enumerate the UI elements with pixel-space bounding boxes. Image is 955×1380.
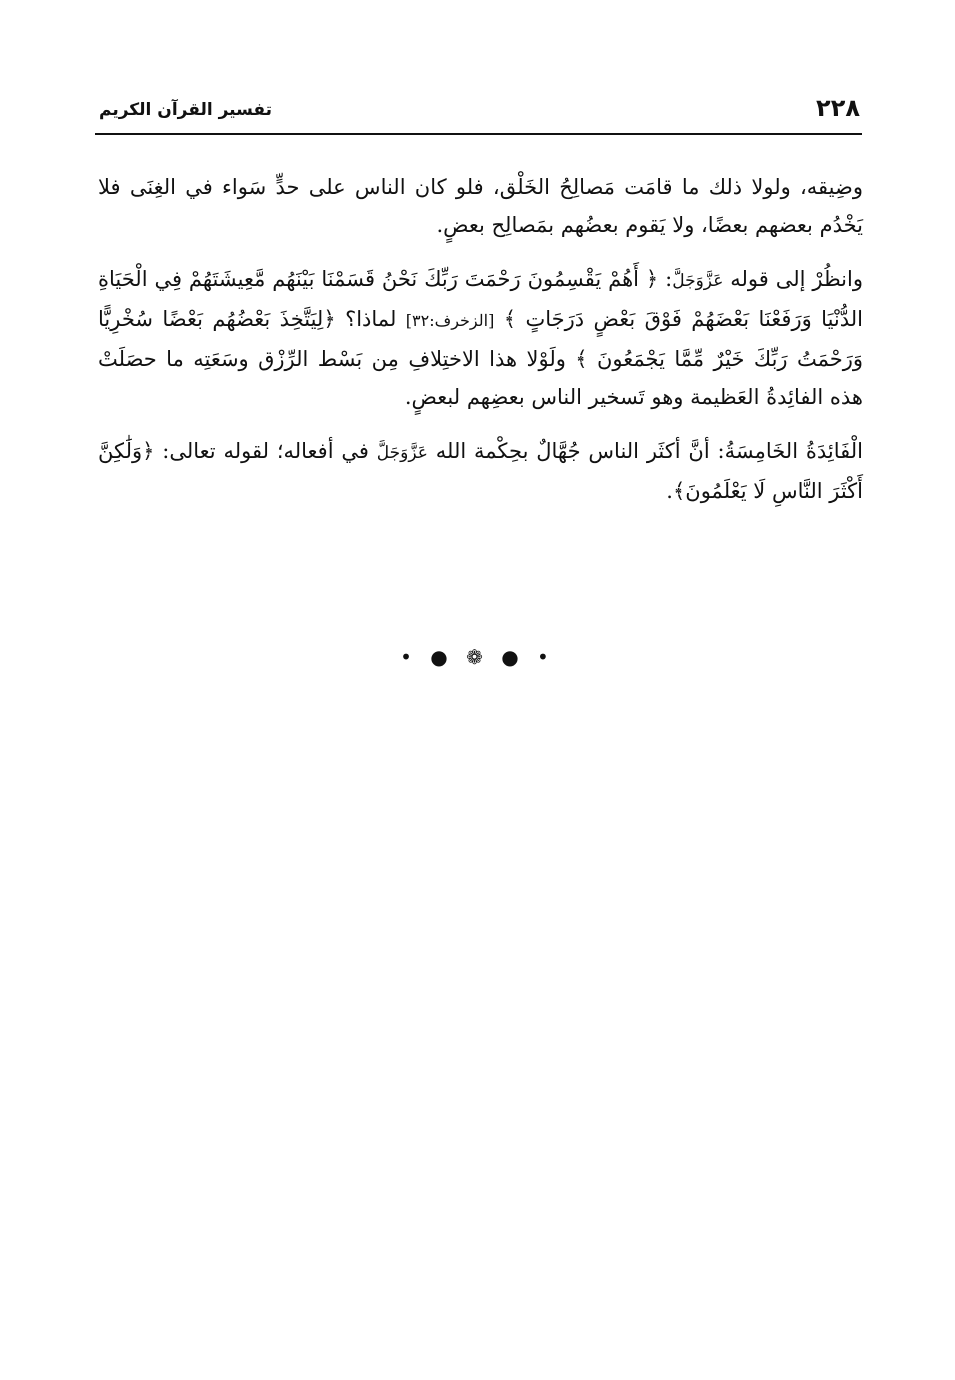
section-end-ornament: • ● ❁ ● •: [400, 645, 555, 669]
paragraph-3-end: .: [666, 479, 673, 503]
quran-verse-2: ﴿لِيَتَّخِذَ بَعْضُهُم بَعْضًا سُخْرِيًّا وَرَحْمَتُ رَبِّكَ خَيْرٌ مِّمَّا يَجْمَعُونَ ﴾: [98, 307, 863, 371]
paragraph-1: وضِيقه، ولولا ذلك ما قامَت مَصالِحُ الخَلْق، فلو كان الناس على حدٍّ سَواء في الغِنَى فلا يَخْدُم بعضهم بعضًا، ولا يَقوم بعضُهم بمَصالِح بعضٍ.: [98, 175, 863, 237]
running-title: تفسير القرآن الكريم: [99, 100, 273, 120]
question-text: لماذا؟: [345, 307, 397, 331]
main-text: [98, 168, 863, 526]
header-divider: [95, 133, 862, 135]
paragraph-3: [98, 432, 863, 510]
quran-verse-3: ﴿وَلَٰكِنَّ أَكْثَرَ النَّاسِ لَا يَعْلَمُونَ﴾: [98, 439, 863, 503]
page-header: [95, 90, 860, 132]
paragraph-2-lead: وانظُرْ إلى قوله: [730, 267, 864, 291]
colon-text: :: [665, 267, 673, 291]
paragraph-2-tail: ولَوْلا هذا الاختِلافِ مِن بَسْط الرِّزْق وسَعَتِه ما حصَلَتْ هذه الفائِدةُ العَظيمة وهو تَسخير الناس بعضِهم لبعضٍ.: [98, 347, 863, 409]
paragraph-3-lead: الْفَائِدَةُ الخَامِسَةُ: أنَّ أكثَر الناس جُهَّالٌ بحِكْمة الله: [435, 439, 863, 463]
honorific-text-2: عَزَّوَجَلَّ: [376, 443, 428, 463]
paragraph-2: [98, 260, 863, 416]
paragraph-3-mid: في أفعاله؛ لقوله تعالى:: [162, 439, 369, 463]
quran-verse-1: ﴿ أَهُمْ يَقْسِمُونَ رَحْمَتَ رَبِّكَ نَحْنُ قَسَمْنَا بَيْنَهُم مَّعِيشَتَهُمْ فِي الْحَيَاةِ الدُّنْيَا وَرَفَعْنَا بَعْضَهُمْ فَوْقَ بَعْضٍ دَرَجَاتٍ ﴾: [98, 267, 864, 331]
page-number: ٢٢٨: [816, 94, 860, 122]
honorific-text: عَزَّوَجَلَّ: [672, 271, 724, 291]
verse-reference: [الزخرف:٣٢]: [405, 311, 495, 330]
